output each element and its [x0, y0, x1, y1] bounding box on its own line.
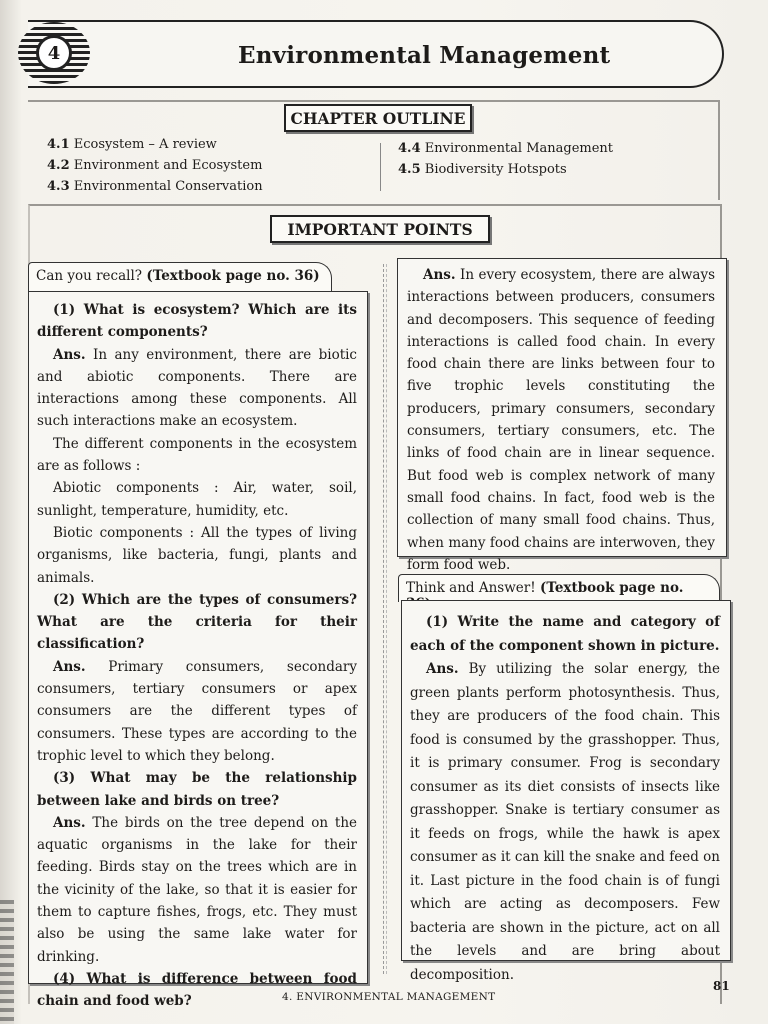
answer-1-components: The different components in the ecosystem are as follows : [37, 435, 357, 475]
outline-divider [380, 143, 381, 191]
chapter-title: Environmental Management [238, 42, 611, 69]
chapter-number: 4 [36, 35, 72, 71]
outline-item: 4.3 Environmental Conservation [47, 179, 263, 194]
question-2: (2) Which are the types of consumers? What are the criteria for their classification? [37, 591, 357, 653]
foodweb-answer: Ans. In every ecosystem, there are always interactions between producers, consumers and decomposers. This sequence of feeding interactions is called food chain. In every food chain there are links between four to five trophic levels constituting the producers, primary consumers, secondary consumers, tertiary consumers, etc. The links of food chain are in linear sequence. But food web is complex network of many small food chains. In fact, food web is the collection of many small food chains. Thus, when many food chains are interwoven, they form food web. [407, 267, 716, 573]
answer-3: Ans. The birds on the tree depend on the aquatic organisms in the lake for their feeding. Birds stay on the trees which are in the vicinity of the lake, so that it is easier for them to capture fishes, frogs, etc. They must also be using the same lake water for drinking. [37, 814, 358, 965]
chapter-number-badge [18, 22, 90, 84]
outline-item: 4.2 Environment and Ecosystem [47, 158, 263, 173]
outline-left-list [47, 134, 367, 197]
recall-content [37, 299, 357, 1013]
outline-right-list [398, 138, 708, 180]
outline-item: 4.1 Ecosystem – A review [47, 137, 217, 152]
column-divider [383, 264, 387, 974]
footer-chapter-title: 4. ENVIRONMENTAL MANAGEMENT [282, 991, 496, 1003]
outline-item: 4.5 Biodiversity Hotspots [398, 162, 567, 177]
chapter-outline-heading: CHAPTER OUTLINE [284, 104, 472, 132]
answer-1-abiotic: Abiotic components : Air, water, soil, sunlight, temperature, humidity, etc. [37, 480, 357, 519]
think-content [410, 611, 720, 987]
question-4: (4) What is difference between food chain and food web? [37, 970, 357, 1010]
think-question-1: (1) Write the name and category of each of the component shown in picture. [410, 614, 720, 654]
page-number: 81 [713, 979, 730, 993]
important-points-heading: IMPORTANT POINTS [270, 215, 490, 243]
question-1: (1) What is ecosystem? Which are its different components? [37, 302, 357, 341]
book-spine-edge [0, 900, 14, 1024]
think-answer-1: Ans. By utilizing the solar energy, the green plants perform photosynthesis. Thus, they are producers of the food chain. This food is consumed by the grasshopper. Thus, it is primary consumer. Frog is secondary consumer as its diet consists of insects like grasshopper. Snake is tertiary consumer as it feeds on frogs, while the hawk is apex consumer as it can kill the snake and feed on it. Last picture in the food chain is of fungi which are acting as decomposers. Few bacteria are shown in the picture, act on all the levels and are bring about decomposition. [410, 661, 720, 983]
question-3: (3) What may be the relationship between lake and birds on tree? [37, 770, 357, 809]
outline-item: 4.4 Environmental Management [398, 141, 614, 156]
recall-tab: Can you recall? (Textbook page no. 36) [28, 262, 332, 292]
answer-1: Ans. In any environment, there are biotic and abiotic components. There are interactions among these components. All such interactions make an ecosystem. [37, 346, 357, 430]
answer-2: Ans. Primary consumers, secondary consumers, tertiary consumers or apex consumers are the different types of consumers. These types are according to the trophic level to which they belong. [37, 658, 357, 764]
think-tab: Think and Answer! (Textbook page no. [398, 574, 720, 602]
answer-1-biotic: Biotic components : All the types of living organisms, like bacteria, fungi, plants and animals. [37, 524, 357, 586]
